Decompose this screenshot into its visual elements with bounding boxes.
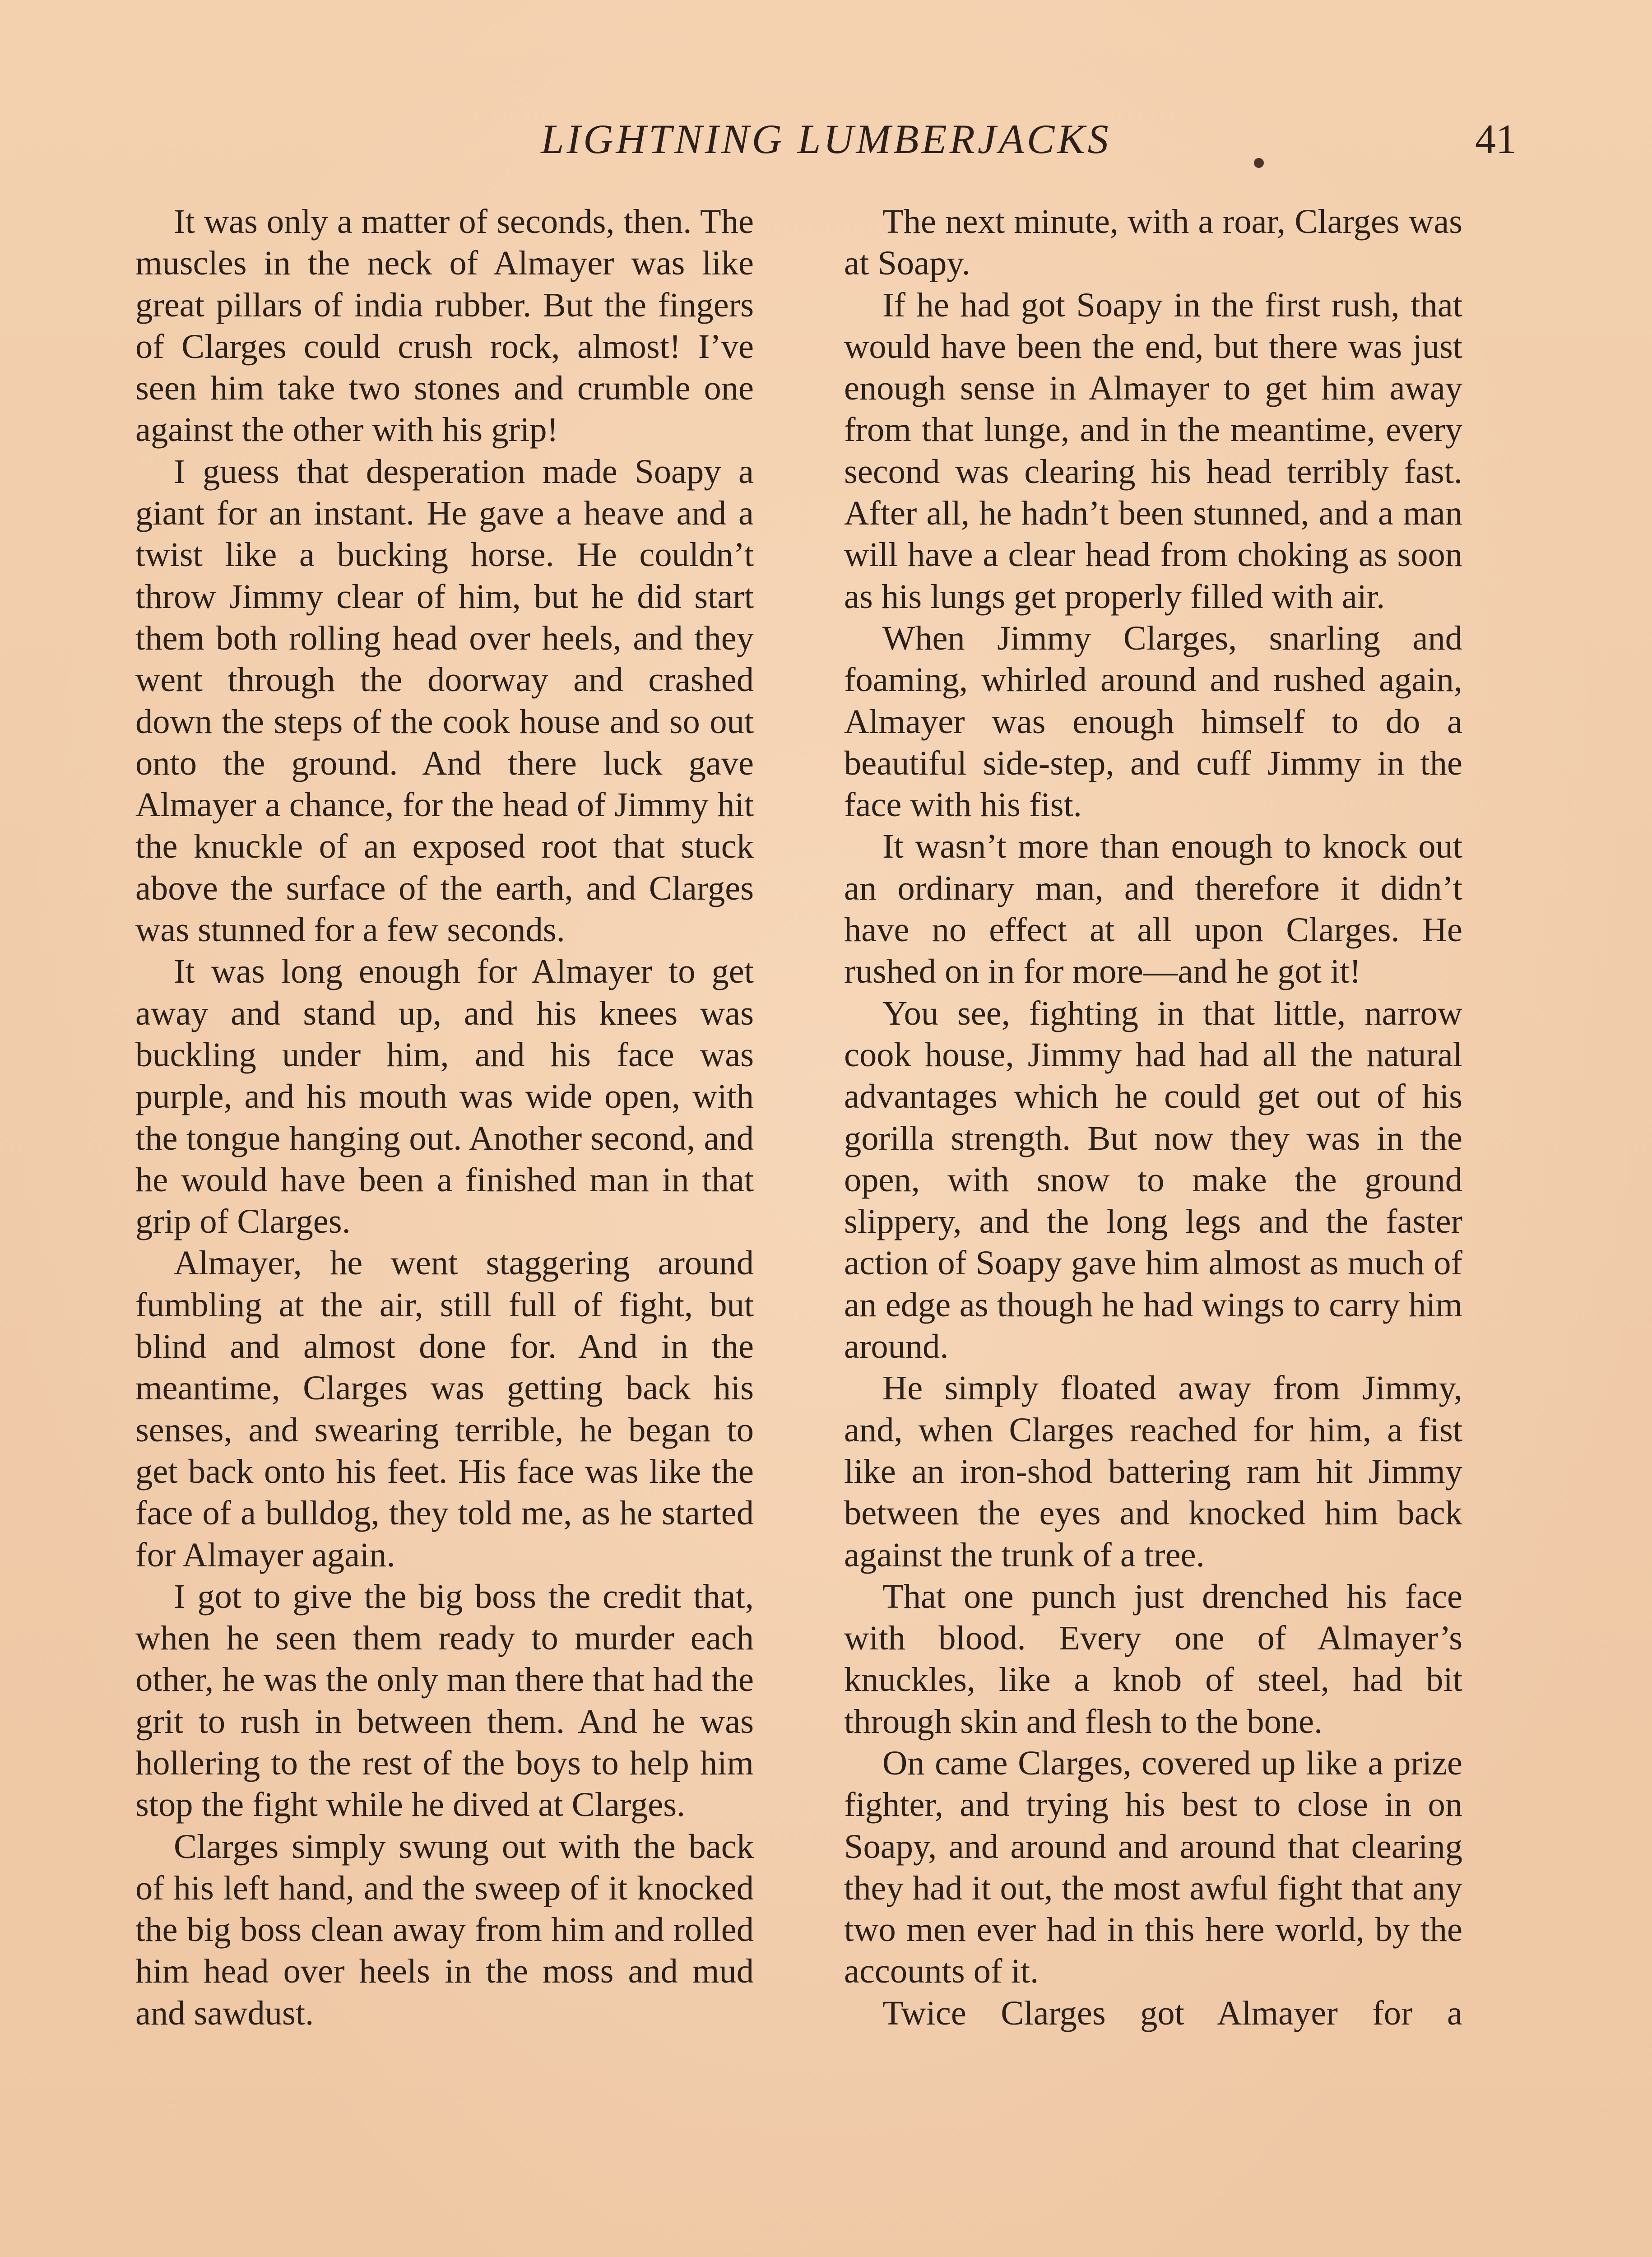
paragraph: That one punch just drenched his face with blood. Every one of Almayer’s knuckles, like a knob of steel, had bit through skin and flesh to the bone.: [844, 1577, 1462, 1741]
ink-speck: [1254, 158, 1264, 168]
paragraph: It wasn’t more than enough to knock out an ordinary man, and therefore it didn’t have no effect at all upon Clarges. He rushed on in for more—and he got it!: [844, 827, 1462, 991]
paragraph: I got to give the big boss the credit that, when he seen them ready to murder each other, he was the only man there that had the grit to rush in between them. And he was hollering to the rest of the boys to help him stop the fight while he dived at Clarges.: [135, 1577, 754, 1824]
paragraph: The next minute, with a roar, Clarges was at Soapy.: [844, 202, 1462, 283]
paragraph: Almayer, he went staggering around fumbling at the air, still full of fight, but blind and almost done for. And in the meantime, Clarges was getting back his senses, and swearing terrible, he began to get back onto his feet. His face was like the face of a bulldog, they told me, as he started for Almayer again.: [135, 1244, 754, 1574]
paragraph: He simply floated away from Jimmy, and, when Clarges reached for him, a fist like an iron-shod battering ram hit Jimmy between the eyes and knocked him back against the trunk of a tree.: [844, 1369, 1462, 1574]
right-column: [844, 201, 1462, 2034]
paragraph: When Jimmy Clarges, snarling and foaming, whirled around and rushed again, Almayer was enough himself to do a beautiful side-step, and cuff Jimmy in the face with his fist.: [844, 618, 1462, 824]
paragraph: Clarges simply swung out with the back of his left hand, and the sweep of it knocked the big boss clean away from him and rolled him head over heels in the moss and mud and sawdust.: [135, 1827, 754, 2032]
left-column: [135, 201, 754, 2034]
paragraph: It was only a matter of seconds, then. The muscles in the neck of Almayer was like great pillars of india rubber. But the fingers of Clarges could crush rock, almost! I’ve seen him take two stones and crumble one against the other with his grip!: [135, 202, 754, 449]
paragraph: It was long enough for Almayer to get away and stand up, and his knees was buckling under him, and his face was purple, and his mouth was wide open, with the tongue hanging out. Another second, and he would have been a finished man in that grip of Clarges.: [135, 952, 754, 1241]
paragraph: You see, fighting in that little, narrow cook house, Jimmy had had all the natural advantages which he could get out of his gorilla strength. But now they was in the open, with snow to make the ground slippery, and the long legs and the faster action of Soapy gave him almost as much of an edge as though he had wings to carry him around.: [844, 994, 1462, 1366]
paragraph: Twice Clarges got Almayer for a: [882, 1993, 1462, 2032]
running-title: LIGHTNING LUMBERJACKS: [541, 116, 1111, 162]
page-number: 41: [1475, 116, 1517, 162]
paragraph: If he had got Soapy in the first rush, that would have been the end, but there was just enough sense in Almayer to get him away from that lunge, and in the meantime, every second was clearing his head terribly fast. After all, he hadn’t been stunned, and a man will have a clear head from choking as soon as his lungs get properly filled with air.: [844, 285, 1462, 616]
paragraph: On came Clarges, covered up like a prize fighter, and trying his best to close in on Soapy, and around and around that clearing they had it out, the most awful fight that any two men ever had in this here world, by the accounts of it.: [844, 1743, 1462, 1991]
paragraph: I guess that desperation made Soapy a giant for an instant. He gave a heave and a twist like a bucking horse. He couldn’t throw Jimmy clear of him, but he did start them both rolling head over heels, and they went through the doorway and crashed down the steps of the cook house and so out onto the ground. And there luck gave Almayer a chance, for the head of Jimmy hit the knuckle of an exposed root that stuck above the surface of the earth, and Clarges was stunned for a few seconds.: [135, 452, 754, 949]
